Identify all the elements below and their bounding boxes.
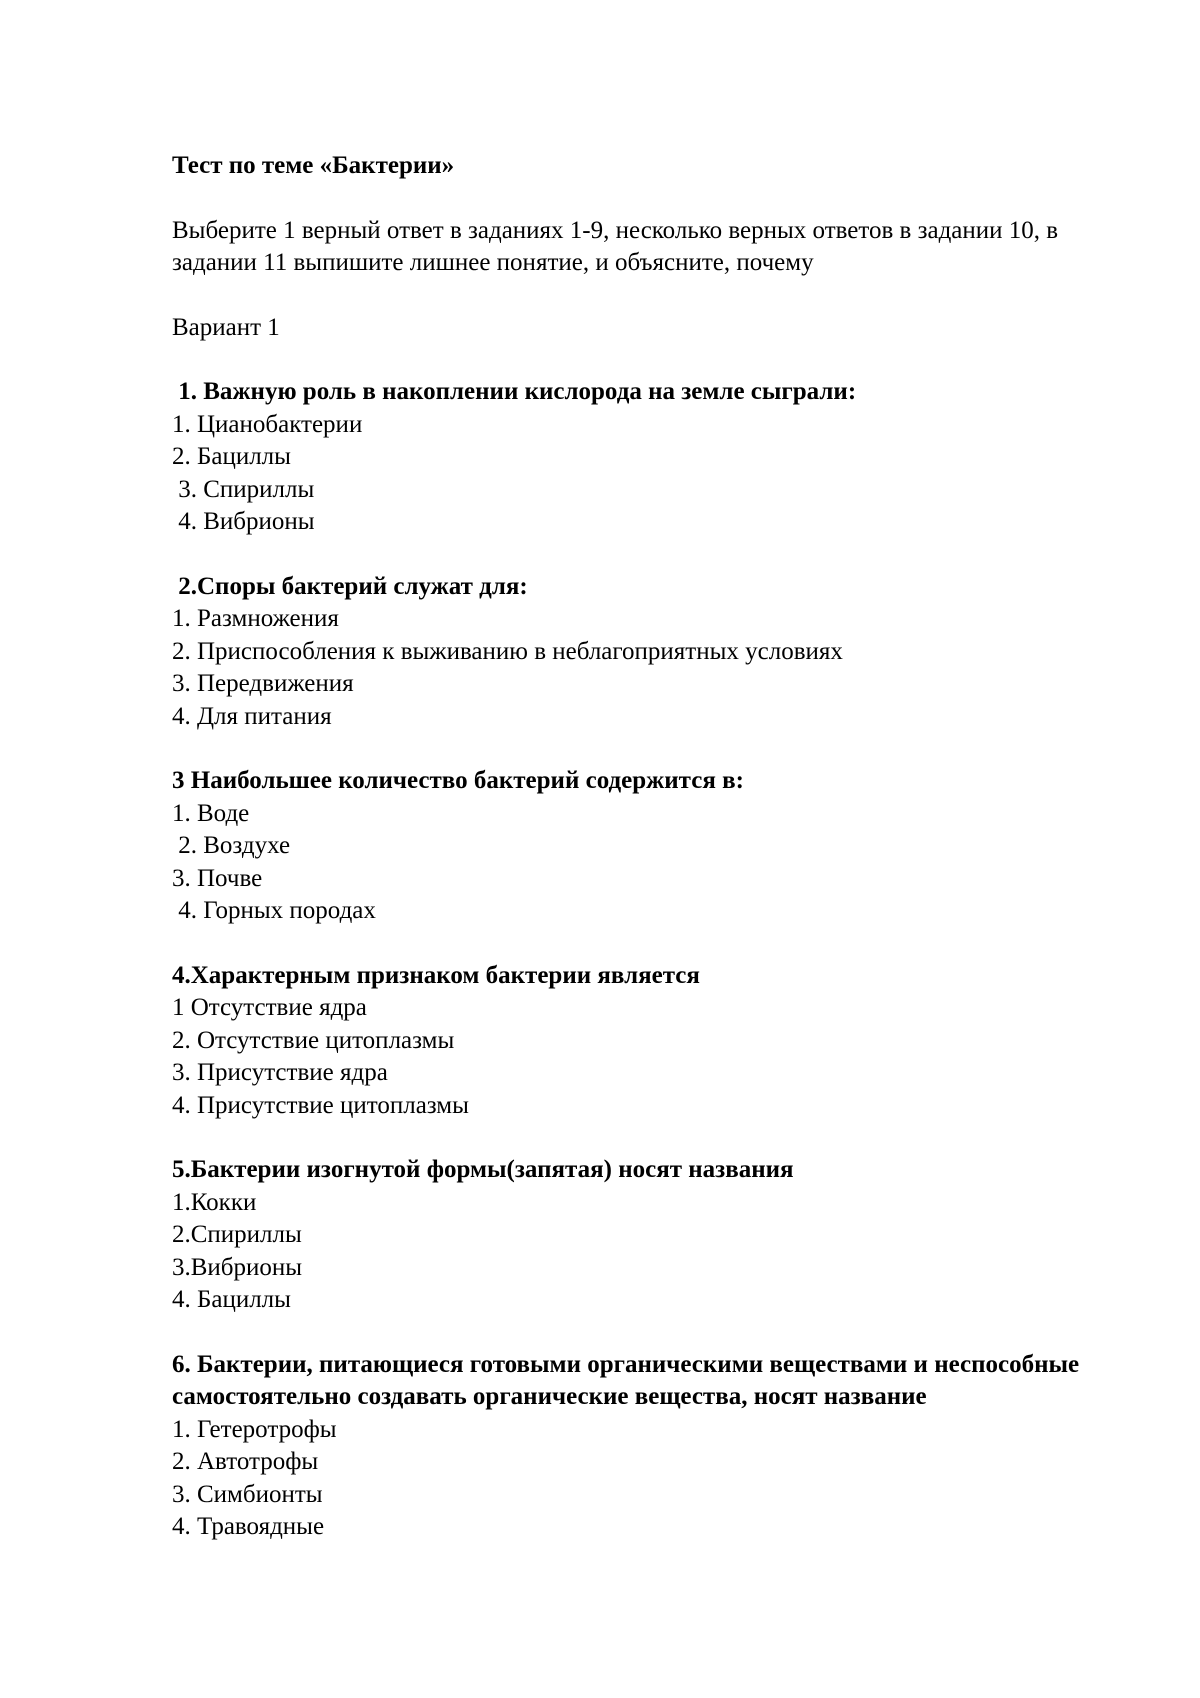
answer-option: 4. Для питания bbox=[172, 702, 332, 730]
answer-option: 2.Спириллы bbox=[172, 1221, 302, 1248]
answer-option: 1.Кокки bbox=[172, 1188, 257, 1216]
question-text: 4.Характерным признаком бактерии является bbox=[172, 961, 700, 989]
answer-option: 4. Вибрионы bbox=[172, 508, 315, 535]
answer-option: 3.Вибрионы bbox=[172, 1253, 303, 1281]
question-text: 5.Бактерии изогнутой формы(запятая) носят названия bbox=[172, 1156, 794, 1183]
answer-option: 3. Передвижения bbox=[172, 670, 354, 697]
question-2 bbox=[172, 571, 1132, 734]
answer-option: 1. Цианобактерии bbox=[172, 410, 363, 438]
answer-option: 3. Почве bbox=[172, 864, 263, 892]
answer-option: 3. Присутствие ядра bbox=[172, 1059, 388, 1086]
question-3 bbox=[172, 765, 1132, 928]
answer-option: 2. Воздухе bbox=[172, 832, 291, 859]
question-6 bbox=[172, 1349, 1132, 1544]
answer-option: 3. Спириллы bbox=[172, 475, 315, 503]
answer-option: 2. Автотрофы bbox=[172, 1448, 319, 1475]
question-text: 3 Наибольшее количество бактерий содержится в: bbox=[172, 767, 744, 794]
answer-option: 4. Горных породах bbox=[172, 897, 376, 924]
variant-label: Вариант 1 bbox=[172, 313, 280, 341]
answer-option: 2. Отсутствие цитоплазмы bbox=[172, 1026, 455, 1054]
answer-option: 4. Присутствие цитоплазмы bbox=[172, 1091, 469, 1119]
question-4 bbox=[172, 960, 1132, 1123]
answer-option: 3. Симбионты bbox=[172, 1480, 323, 1508]
instructions: Выберите 1 верный ответ в заданиях 1-9, несколько верных ответов в задании 10, в задании 11 выпишите лишнее понятие, и объясните, почему bbox=[172, 216, 1059, 276]
question-text: 2.Споры бактерий служат для: bbox=[172, 572, 528, 600]
test-title: Тест по теме «Бактерии» bbox=[172, 152, 455, 179]
answer-option: 2. Бациллы bbox=[172, 443, 291, 470]
answer-option: 4. Травоядные bbox=[172, 1513, 325, 1540]
answer-option: 4. Бациллы bbox=[172, 1286, 291, 1313]
question-text: 6. Бактерии, питающиеся готовыми органическими веществами и неспособные самостоятельно создавать органические вещества, носят название bbox=[172, 1350, 1086, 1410]
answer-option: 1. Размножения bbox=[172, 605, 339, 632]
answer-option: 1. Гетеротрофы bbox=[172, 1415, 337, 1443]
answer-option: 1 Отсутствие ядра bbox=[172, 994, 367, 1021]
question-text: 1. Важную роль в накоплении кислорода на земле сыграли: bbox=[172, 378, 857, 405]
document-page bbox=[172, 150, 1132, 1544]
answer-option: 1. Воде bbox=[172, 799, 250, 827]
question-1 bbox=[172, 376, 1132, 539]
answer-option: 2. Приспособления к выживанию в неблагоприятных условиях bbox=[172, 637, 843, 665]
question-5 bbox=[172, 1154, 1132, 1317]
